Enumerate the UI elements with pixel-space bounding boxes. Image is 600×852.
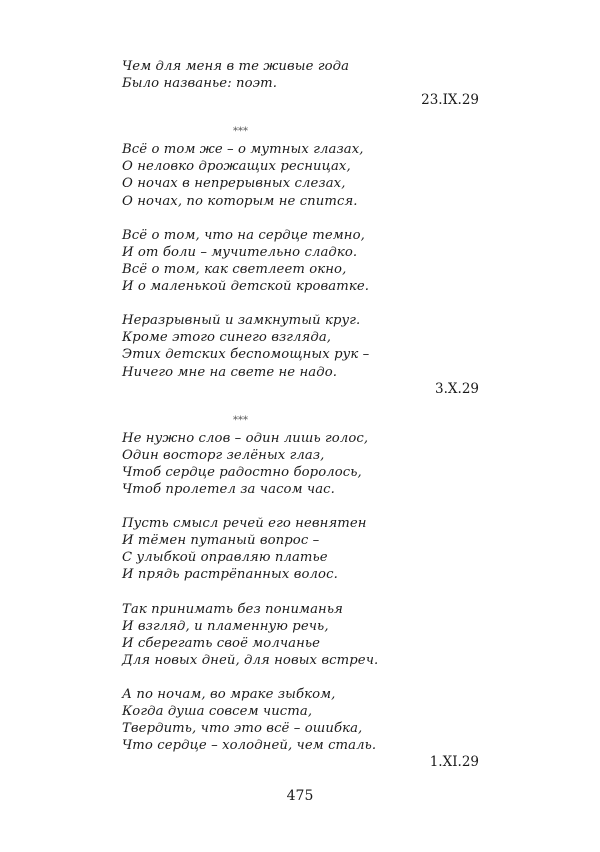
verse-line: Всё о том, что на сердце темно, xyxy=(122,227,365,243)
verse-line: Не нужно слов – один лишь голос, xyxy=(122,430,369,446)
poem-date: 23.IX.29 xyxy=(421,92,479,109)
verse-line: Кроме этого синего взгляда, xyxy=(122,330,332,346)
stanza-gap xyxy=(122,669,479,686)
verse-line: О неловко дрожащих ресницах, xyxy=(122,159,351,175)
verse-line: Неразрывный и замкнутый круг. xyxy=(122,313,361,329)
stanza-gap xyxy=(122,295,479,312)
verse-line: Пусть смысл речей его невнятен xyxy=(122,516,367,532)
poem-date: 3.X.29 xyxy=(435,380,479,397)
verse-line: И взгляд, и пламенную речь, xyxy=(122,618,329,634)
stanza xyxy=(122,312,479,380)
poem-fragment xyxy=(122,58,479,109)
stanza xyxy=(122,141,479,209)
verse-line: И сберегать своё молчанье xyxy=(122,635,321,651)
verse-line: Этих детских беспомощных рук – xyxy=(122,347,370,363)
stanza xyxy=(122,227,479,295)
verse-line: Так принимать без пониманья xyxy=(122,601,343,617)
stanza-gap xyxy=(122,498,479,515)
stanza-gap xyxy=(122,584,479,601)
poem xyxy=(122,122,479,397)
poems xyxy=(122,122,479,771)
verse-line: О ночах, по которым не спится. xyxy=(122,193,358,209)
verse-line: Для новых дней, для новых встреч. xyxy=(122,652,379,668)
verse-line: Было названье: поэт. xyxy=(122,76,278,92)
page-content xyxy=(122,58,479,772)
verse-line: И от боли – мучительно сладко. xyxy=(122,244,358,260)
verse-line: И о маленькой детской кроватке. xyxy=(122,279,370,295)
verse-line: Всё о том же – о мутных глазах, xyxy=(122,142,364,158)
verse-line: Чем для меня в те живые года xyxy=(122,59,350,74)
verse-line: Что сердце – холодней, чем сталь. xyxy=(122,738,377,754)
stanza xyxy=(122,515,479,583)
page-number: 475 xyxy=(286,788,314,804)
verse-line: И тёмен путаный вопрос – xyxy=(122,533,320,549)
stanza xyxy=(122,686,479,754)
poem-separator: *** xyxy=(233,126,248,138)
verse-line: А по ночам, во мраке зыбком, xyxy=(122,687,336,703)
verse-line: О ночах в непрерывных слезах, xyxy=(122,176,346,192)
poem-separator: *** xyxy=(233,414,248,426)
stanza-gap xyxy=(122,210,479,227)
stanza xyxy=(122,601,479,669)
verse-line: Твердить, что это всё – ошибка, xyxy=(122,721,363,737)
verse-line: Один восторг зелёных глаз, xyxy=(122,447,325,463)
verse-line: Чтоб пролетел за часом час. xyxy=(122,481,335,497)
verse-line: Чтоб сердце радостно боролось, xyxy=(122,464,362,480)
poem xyxy=(122,411,479,772)
verse-line: С улыбкой оправляю платье xyxy=(122,550,328,566)
verse-line: Всё о том, как светлеет окно, xyxy=(122,261,347,277)
poem-date: 1.XI.29 xyxy=(429,754,479,771)
verse-line: Когда душа совсем чиста, xyxy=(122,704,313,720)
verse-line: Ничего мне на свете не надо. xyxy=(122,364,338,380)
stanza xyxy=(122,430,479,498)
verse-line: И прядь растрёпанных волос. xyxy=(122,567,338,583)
